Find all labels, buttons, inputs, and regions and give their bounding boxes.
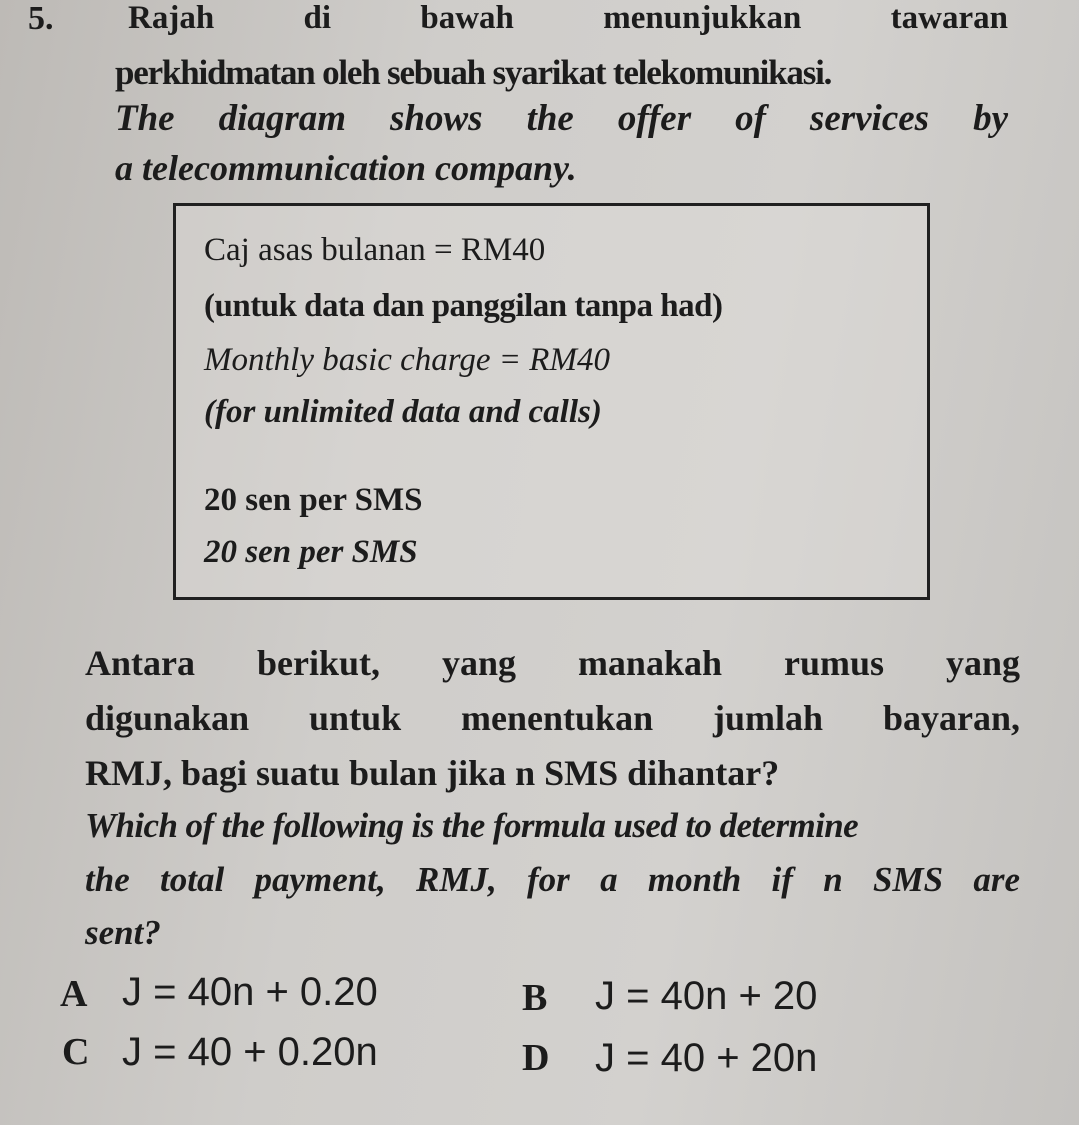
option-a-formula: J = 40n + 0.20 <box>122 970 378 1014</box>
option-c-letter: C <box>62 1031 90 1073</box>
charge-note-ms: (untuk data dan panggilan tanpa had) <box>204 288 723 324</box>
prompt-en-line-1: Which of the following is the formula used to determine <box>85 806 859 845</box>
sms-en: 20 sen per SMS <box>204 534 418 570</box>
prompt-en-line-2: the total payment, RMJ, for a month if n SMS are <box>85 860 1020 899</box>
prompt-en-line-3: sent? <box>85 913 161 952</box>
charge-en: Monthly basic charge = RM40 <box>204 342 610 378</box>
sms-ms: 20 sen per SMS <box>204 482 423 518</box>
intro-ms-line-1: Rajah di bawah menunjukkan tawaran <box>128 0 1008 36</box>
intro-en-line-2: a telecommunication company. <box>115 148 577 188</box>
option-b-letter: B <box>522 977 548 1019</box>
option-c-formula: J = 40 + 0.20n <box>122 1030 378 1074</box>
intro-ms-line-2: perkhidmatan oleh sebuah syarikat telekomunikasi. <box>115 53 832 92</box>
option-d-letter: D <box>522 1037 550 1079</box>
option-b-formula: J = 40n + 20 <box>595 974 818 1018</box>
prompt-ms-line-2: digunakan untuk menentukan jumlah bayaran, <box>85 698 1020 738</box>
prompt-ms-line-1: Antara berikut, yang manakah rumus yang <box>85 643 1020 683</box>
prompt-ms-line-3: RMJ, bagi suatu bulan jika n SMS dihantar? <box>85 753 780 793</box>
charge-note-en: (for unlimited data and calls) <box>204 394 602 430</box>
option-d-formula: J = 40 + 20n <box>595 1036 818 1080</box>
intro-en-line-1: The diagram shows the offer of services by <box>115 98 1008 139</box>
option-a-letter: A <box>60 973 88 1015</box>
question-number: 5. <box>28 0 54 37</box>
charge-ms: Caj asas bulanan = RM40 <box>204 232 546 268</box>
offer-box <box>173 203 930 600</box>
